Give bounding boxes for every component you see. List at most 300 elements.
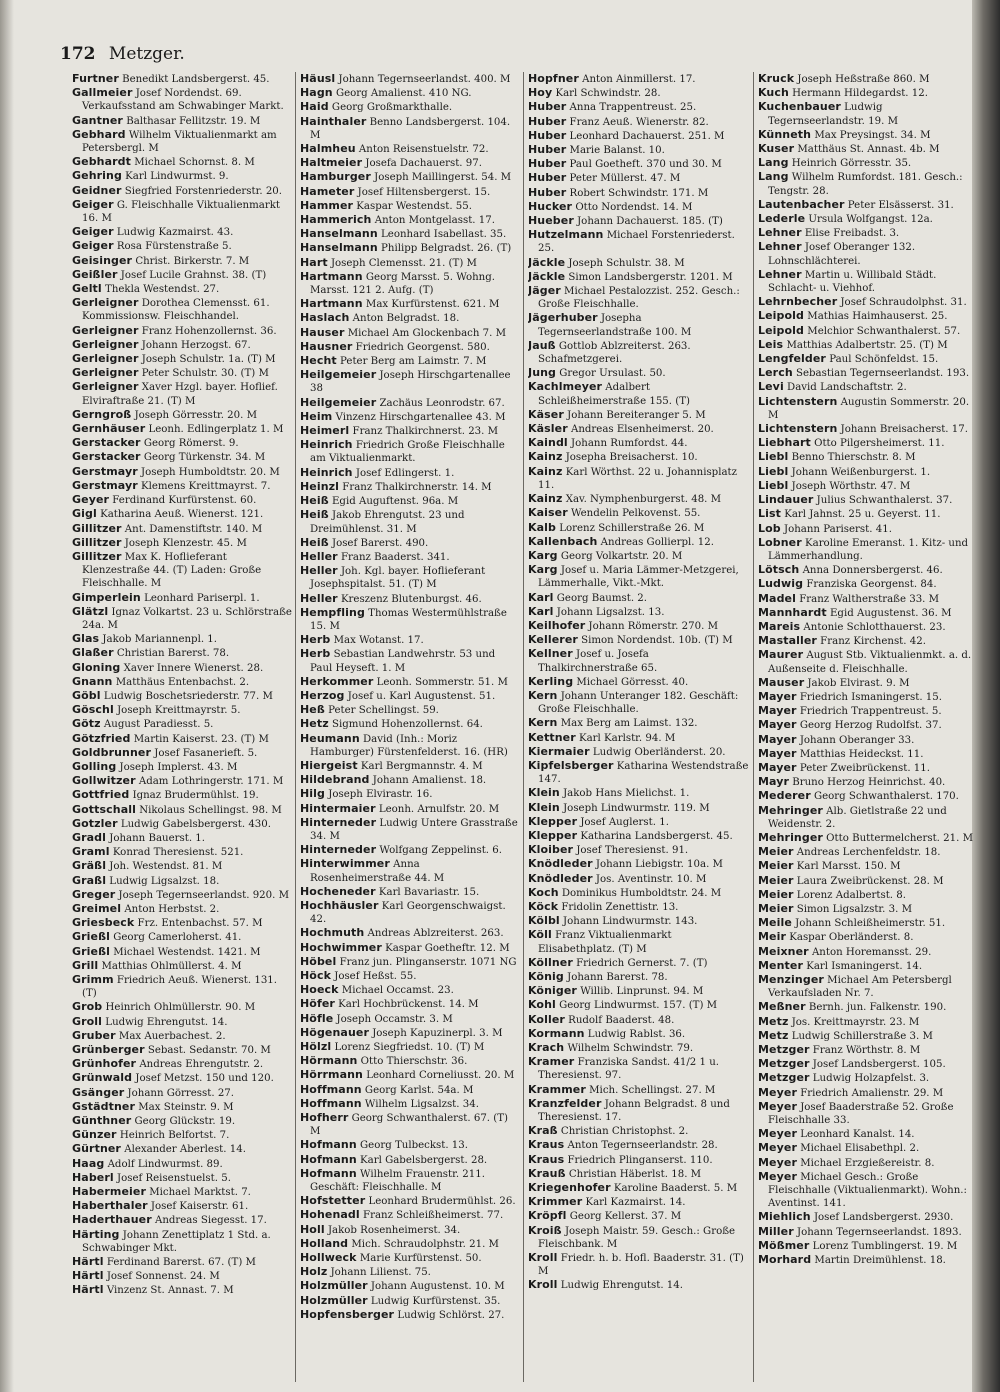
- entry-surname: Kriegenhofer: [528, 1181, 611, 1195]
- directory-entry: [72, 465, 292, 479]
- entry-details: Georg Römerst. 9.: [140, 438, 239, 450]
- directory-entry: [758, 789, 978, 803]
- entry-surname: Lederle: [758, 212, 806, 226]
- entry-surname: Liebl: [758, 478, 789, 492]
- entry-surname: Hanselmann: [300, 227, 378, 241]
- entry-details: Klemens Kreittmayrst. 7.: [137, 480, 271, 492]
- directory-entry: [300, 508, 520, 535]
- entry-surname: Huber: [528, 157, 567, 171]
- column-2: [300, 72, 520, 1382]
- entry-details: Heinrich Ohlmüllerstr. 90. M: [102, 1002, 256, 1014]
- entry-details: Johann Tegernseerlandst. 1893.: [793, 1226, 962, 1238]
- entry-surname: Göbl: [72, 688, 101, 702]
- directory-entry: [300, 354, 520, 368]
- entry-details: Ludwig Kazmairst. 43.: [113, 227, 234, 239]
- directory-entry: [300, 1111, 520, 1138]
- entry-surname: Meier: [758, 873, 794, 887]
- entry-surname: Kuch: [758, 86, 789, 100]
- directory-entry: [528, 214, 750, 228]
- entry-details: Johann Weißenburgerst. 1.: [788, 466, 931, 478]
- entry-surname: Gräßl: [72, 859, 107, 873]
- entry-surname: Metzger: [758, 1043, 810, 1057]
- entry-details: Heinrich Belfortst. 7.: [116, 1130, 230, 1142]
- entry-details: Johann Görresst. 27.: [124, 1087, 235, 1099]
- entry-details: Siegfried Forstenriederstr. 20.: [121, 185, 283, 197]
- entry-details: Friedrich Plinganserst. 110.: [564, 1154, 713, 1166]
- column-3: [528, 72, 750, 1382]
- directory-entry: [300, 536, 520, 550]
- entry-surname: Heller: [300, 564, 338, 578]
- directory-entry: [300, 675, 520, 689]
- directory-entry: [758, 577, 978, 591]
- entry-surname: Kaindl: [528, 436, 568, 450]
- directory-entry: [528, 1027, 750, 1041]
- entry-details: Sebast. Sedanstr. 70. M: [144, 1045, 271, 1057]
- directory-entry: [300, 647, 520, 674]
- directory-entry: [300, 1265, 520, 1279]
- entry-details: Josef Barerst. 490.: [328, 537, 429, 549]
- entry-surname: Huber: [528, 114, 567, 128]
- directory-entry: [72, 1185, 292, 1199]
- entry-surname: Gollwitzer: [72, 774, 136, 788]
- directory-entry: [528, 984, 750, 998]
- entry-details: Joseph Tegernseerlandst. 920. M: [115, 889, 290, 901]
- entry-surname: Graßl: [72, 873, 107, 887]
- entry-details: Johann Belgradst. 8 und Theresienst. 17.: [538, 1098, 730, 1124]
- entry-details: Matthias Ohlmüllerst. 4. M: [98, 960, 242, 972]
- entry-details: Friedrich Georgenst. 580.: [352, 341, 490, 353]
- entry-surname: Metz: [758, 1014, 789, 1028]
- entry-details: Joseph Schulstr. 38. M: [565, 257, 685, 269]
- entry-details: Franz Baaderst. 341.: [337, 551, 450, 563]
- entry-surname: Jägerhuber: [528, 311, 598, 325]
- entry-surname: Jauß: [528, 338, 556, 352]
- directory-entry: [758, 620, 978, 634]
- entry-details: Ludwig Gabelsbergerst. 430.: [117, 818, 272, 830]
- directory-entry: [72, 874, 292, 888]
- entry-surname: Högenauer: [300, 1025, 369, 1039]
- entry-details: Friedrich Große Fleischhalle am Viktualienmarkt.: [310, 440, 505, 465]
- entry-details: Franz Aeuß. Wienerstr. 82.: [566, 116, 709, 128]
- directory-entry: [72, 1128, 292, 1142]
- entry-details: Joseph Hirschgartenallee 38: [310, 370, 511, 395]
- entry-details: Adam Lothringerstr. 171. M: [135, 776, 284, 788]
- directory-entry: [300, 227, 520, 241]
- entry-details: Joseph Heßstraße 860. M: [794, 74, 930, 85]
- entry-surname: Günzer: [72, 1128, 117, 1142]
- directory-entry: [758, 1100, 978, 1127]
- entry-surname: Holzmüller: [300, 1293, 368, 1307]
- entry-surname: Grünberger: [72, 1043, 145, 1057]
- directory-entry: [72, 324, 292, 338]
- directory-entry: [300, 368, 520, 395]
- directory-entry: [72, 845, 292, 859]
- entry-details: Ludwig Holzapfelst. 3.: [809, 1073, 930, 1085]
- entry-details: Michael Pestalozzist. 252. Gesch.: Große Fleischhalle.: [538, 286, 740, 311]
- entry-details: Marie Kurfürstenst. 50.: [356, 1253, 482, 1265]
- entry-surname: Meyer: [758, 1099, 797, 1113]
- entry-details: Karl Lindwurmst. 9.: [121, 171, 229, 183]
- entry-details: Joseph Schulstr. 1a. (T) M: [138, 354, 276, 366]
- entry-details: Jos. Kreittmayrstr. 23. M: [788, 1016, 920, 1028]
- entry-details: Josef u. Josefa Thalkirchnerstraße 65.: [538, 649, 658, 674]
- directory-entry: [300, 185, 520, 199]
- directory-entry: [528, 857, 750, 871]
- directory-entry: [528, 1097, 750, 1124]
- directory-entry: [758, 479, 978, 493]
- entry-surname: König: [528, 970, 564, 983]
- entry-surname: Geisinger: [72, 253, 133, 267]
- entry-surname: Geiger: [72, 197, 114, 211]
- directory-entry: [528, 115, 750, 129]
- directory-entry: [758, 1127, 978, 1141]
- entry-surname: Krimmer: [528, 1195, 583, 1209]
- entry-surname: Krauß: [528, 1166, 566, 1180]
- entry-details: Leonhard Pariserpl. 1.: [140, 592, 260, 604]
- entry-surname: Meßner: [758, 1000, 806, 1014]
- directory-entry: [528, 1013, 750, 1027]
- directory-entry: [72, 1199, 292, 1213]
- entry-details: Karl Georgenschwaigst. 42.: [310, 900, 506, 926]
- directory-entry: [72, 689, 292, 703]
- directory-entry: [300, 1012, 520, 1026]
- directory-entry: [528, 563, 750, 590]
- entry-details: Joseph Elvirastr. 16.: [325, 789, 433, 801]
- directory-entry: [758, 380, 978, 394]
- entry-details: Max Auerbachest. 2.: [115, 1030, 226, 1042]
- directory-entry: [72, 479, 292, 493]
- entry-details: Dorothea Clemensst. 61. Kommissionsw. Fleischhandel.: [82, 298, 270, 323]
- directory-entry: [528, 1167, 750, 1181]
- directory-entry: [300, 969, 520, 983]
- entry-surname: Meier: [758, 845, 794, 859]
- entry-surname: Gerleigner: [72, 323, 139, 337]
- entry-surname: Kraus: [528, 1152, 565, 1166]
- entry-surname: Hopfensberger: [300, 1307, 395, 1321]
- directory-entry: [758, 86, 978, 100]
- page-header: [60, 44, 960, 68]
- entry-details: Laura Zweibrückenst. 28. M: [793, 875, 944, 887]
- entry-details: Karoline Baaderst. 5. M: [610, 1183, 738, 1195]
- directory-entry: [300, 480, 520, 494]
- directory-entry: [758, 352, 978, 366]
- entry-surname: Hildebrand: [300, 773, 370, 787]
- directory-entry: [758, 1071, 978, 1085]
- directory-entry: [528, 619, 750, 633]
- entry-surname: Härting: [72, 1227, 120, 1241]
- entry-details: Josef Fasanerieft. 5.: [151, 747, 258, 759]
- entry-details: Johann Bauerst. 1.: [106, 832, 206, 844]
- entry-surname: Huber: [528, 128, 567, 142]
- entry-details: Josefa Dachauerst. 97.: [362, 158, 482, 170]
- directory-entry: [72, 1213, 292, 1227]
- entry-surname: Krammer: [528, 1082, 586, 1096]
- entry-details: Max Berg am Laimst. 132.: [557, 718, 698, 730]
- entry-surname: Gradl: [72, 830, 107, 844]
- entry-details: Josef Metzst. 150 und 120.: [132, 1073, 274, 1085]
- entry-details: Adalbert Schleißheimerstraße 155. (T): [538, 382, 691, 407]
- entry-surname: Karl: [528, 590, 554, 604]
- entry-surname: Hetz: [300, 717, 329, 731]
- entry-details: Matthäus Entenbachst. 2.: [112, 676, 250, 688]
- entry-surname: Klepper: [528, 814, 578, 828]
- entry-details: Wilhelm Schwindstr. 79.: [564, 1043, 694, 1055]
- directory-entry: [72, 703, 292, 717]
- entry-surname: Kaiser: [528, 506, 568, 520]
- entry-surname: Glaßer: [72, 646, 114, 660]
- directory-entry: [300, 213, 520, 227]
- entry-details: Johann Oberanger 33.: [796, 734, 915, 746]
- entry-details: Jakob Rosenheimerst. 34.: [324, 1224, 461, 1236]
- entry-details: Georg Kellerst. 37. M: [566, 1211, 682, 1223]
- entry-surname: Grießl: [72, 944, 110, 958]
- entry-surname: Mößmer: [758, 1238, 810, 1252]
- entry-surname: Leipold: [758, 323, 805, 337]
- entry-surname: Hecht: [300, 354, 337, 368]
- directory-entry: [72, 646, 292, 660]
- directory-entry: [758, 324, 978, 338]
- directory-entry: [528, 270, 750, 284]
- entry-surname: Gantner: [72, 113, 123, 127]
- entry-details: Joseph Görresstr. 20. M: [131, 409, 258, 421]
- entry-details: Otto Buttermelcherst. 21. M: [822, 832, 974, 844]
- directory-entry: [758, 1253, 978, 1267]
- entry-details: Josef u. Maria Lämmer-Metzgerei, Lämmerhalle, Vikt.-Mkt.: [538, 565, 739, 590]
- entry-surname: Härtl: [72, 1255, 104, 1269]
- directory-entry: [300, 86, 520, 100]
- entry-surname: Lang: [758, 156, 789, 170]
- entry-details: Jakob Elvirast. 9. M: [804, 677, 910, 689]
- directory-entry: [758, 1225, 978, 1239]
- entry-details: Johann Dachauerst. 185. (T): [573, 216, 723, 228]
- entry-details: Dominikus Humboldtstr. 24. M: [558, 887, 722, 899]
- entry-surname: Metz: [758, 1028, 789, 1042]
- entry-details: Johann Schleißheimerstr. 51.: [791, 918, 946, 930]
- entry-surname: Gerleigner: [72, 296, 139, 310]
- entry-surname: Heiß: [300, 494, 329, 508]
- directory-columns: [72, 72, 980, 1382]
- directory-entry: [72, 493, 292, 507]
- entry-details: Kaspar Oberländerst. 8.: [786, 932, 914, 944]
- entry-details: Georg Amalienst. 410 NG.: [332, 88, 472, 100]
- directory-entry: [72, 760, 292, 774]
- entry-details: Anton Horemansst. 29.: [808, 946, 932, 958]
- directory-entry: [72, 1000, 292, 1014]
- entry-details: Michael Forstenriederst. 25.: [538, 230, 735, 255]
- entry-details: Karl Hochbrückenst. 14. M: [334, 999, 479, 1011]
- entry-surname: Kainz: [528, 450, 563, 464]
- directory-entry: [300, 396, 520, 410]
- entry-surname: Mayer: [758, 689, 797, 703]
- directory-entry: [72, 1086, 292, 1100]
- entry-details: Egid Augustenst. 36. M: [826, 607, 952, 619]
- entry-surname: Menzinger: [758, 973, 824, 986]
- entry-surname: Heumann: [300, 731, 360, 745]
- directory-entry: [300, 311, 520, 325]
- column-divider: [295, 72, 296, 1382]
- entry-surname: Hochwimmer: [300, 940, 382, 954]
- entry-details: Elise Freibadst. 3.: [801, 228, 900, 240]
- entry-details: Michael Westendst. 1421. M: [109, 946, 261, 958]
- entry-details: Jakob Ehrengutst. 23 und Dreimühlenst. 31. M: [310, 510, 465, 535]
- entry-details: Johann Augustenst. 10. M: [367, 1281, 505, 1293]
- entry-details: Karl Bergmannstr. 4. M: [357, 760, 483, 772]
- entry-surname: Haslach: [300, 311, 350, 325]
- entry-surname: Goldbrunner: [72, 745, 152, 759]
- entry-details: Josepha Tegernseerlandstraße 100. M: [538, 313, 692, 338]
- directory-entry: [72, 507, 292, 521]
- entry-details: Willib. Linprunst. 94. M: [576, 986, 704, 998]
- entry-details: Ludwig Oberländerst. 20.: [589, 746, 726, 758]
- entry-surname: Hofstetter: [300, 1194, 366, 1208]
- entry-details: Joseph Wörthstr. 47. M: [788, 480, 911, 492]
- directory-entry: [300, 1308, 520, 1322]
- entry-details: Christian Barerst. 78.: [113, 648, 230, 660]
- directory-entry: [758, 831, 978, 845]
- entry-surname: Hofmann: [300, 1138, 357, 1152]
- entry-details: Peter Berg am Laimstr. 7. M: [336, 356, 487, 368]
- entry-details: Josef Landsbergerst. 2930.: [810, 1212, 954, 1224]
- entry-details: Sebastian Tegernseerlandst. 193.: [792, 368, 970, 380]
- entry-surname: Hainthaler: [300, 114, 367, 128]
- directory-entry: [72, 1029, 292, 1043]
- entry-details: Franz Kirchenst. 42.: [816, 636, 926, 648]
- entry-details: Josef Theresienst. 91.: [573, 845, 689, 857]
- entry-surname: Lichtenstern: [758, 394, 838, 408]
- directory-entry: [300, 1054, 520, 1068]
- entry-details: Frz. Entenbachst. 57. M: [134, 918, 263, 930]
- entry-details: Franz Wörthstr. 8. M: [809, 1045, 921, 1057]
- entry-details: August Paradiesst. 5.: [100, 719, 214, 731]
- entry-details: Peter Elsässerst. 31.: [844, 199, 954, 211]
- directory-entry: [72, 254, 292, 268]
- directory-entry: [528, 647, 750, 674]
- entry-details: Ludwig Tegernseerlandstr. 19. M: [768, 102, 899, 127]
- entry-surname: Hoy: [528, 86, 553, 100]
- entry-surname: Kramer: [528, 1055, 575, 1069]
- directory-entry: [72, 225, 292, 239]
- entry-details: Mathias Haimhauserst. 25.: [804, 311, 948, 323]
- entry-surname: Kroll: [528, 1278, 558, 1292]
- entry-details: Johann Barerst. 78.: [563, 972, 668, 983]
- directory-entry: [758, 395, 978, 422]
- directory-entry: [758, 226, 978, 240]
- entry-surname: Lehner: [758, 240, 802, 254]
- entry-surname: Hammerich: [300, 213, 372, 227]
- entry-details: Thekla Westendst. 27.: [101, 284, 220, 296]
- directory-entry: [72, 366, 292, 380]
- entry-surname: Häusl: [300, 72, 336, 85]
- entry-details: Paul Schönfeldst. 15.: [825, 354, 939, 366]
- directory-entry: [300, 787, 520, 801]
- entry-surname: Mayer: [758, 732, 797, 746]
- entry-surname: Klein: [528, 786, 560, 800]
- entry-details: Otto Thierschstr. 36.: [357, 1056, 468, 1068]
- page-number: 172: [60, 44, 96, 64]
- directory-entry: [528, 998, 750, 1012]
- entry-details: Joseph Clemensst. 21. (T) M: [327, 257, 477, 269]
- directory-entry: [528, 956, 750, 970]
- directory-entry: [300, 717, 520, 731]
- entry-details: Simon Landsbergerstr. 1201. M: [565, 271, 733, 283]
- entry-details: Vinzenz St. Annast. 7. M: [103, 1285, 234, 1297]
- entry-surname: Gerstacker: [72, 450, 141, 464]
- entry-details: Hermann Hildegardst. 12.: [788, 88, 928, 100]
- directory-entry: [528, 311, 750, 338]
- directory-entry: [300, 564, 520, 591]
- directory-entry: [528, 1153, 750, 1167]
- column-1: [72, 72, 292, 1382]
- directory-entry: [72, 128, 292, 155]
- directory-entry: [528, 843, 750, 857]
- directory-entry: [758, 142, 978, 156]
- entry-surname: Heilgemeier: [300, 368, 377, 382]
- entry-surname: Kormann: [528, 1026, 585, 1040]
- entry-details: Joseph Maillingerst. 54. M: [370, 172, 512, 184]
- entry-surname: Kellner: [528, 647, 573, 661]
- entry-details: Franz Waltherstraße 33. M: [795, 593, 940, 605]
- entry-details: Ignaz Brudermühlst. 19.: [129, 790, 259, 802]
- entry-details: Georg Baumst. 2.: [553, 592, 648, 604]
- entry-details: Gregor Ursulast. 50.: [556, 368, 666, 380]
- directory-entry: [758, 198, 978, 212]
- entry-surname: Hagn: [300, 86, 333, 100]
- entry-surname: Meier: [758, 859, 794, 873]
- entry-surname: Mannhardt: [758, 605, 827, 619]
- directory-entry: [300, 926, 520, 940]
- directory-entry: [758, 212, 978, 226]
- entry-surname: Kraus: [528, 1138, 565, 1152]
- directory-entry: [758, 156, 978, 170]
- entry-surname: Köck: [528, 899, 559, 913]
- directory-entry: [300, 156, 520, 170]
- entry-details: Robert Schwindstr. 171. M: [566, 187, 709, 199]
- directory-entry: [72, 973, 292, 1000]
- entry-details: Ludwig Boschetsriederstr. 77. M: [100, 690, 273, 702]
- entry-surname: Metzger: [758, 1071, 810, 1085]
- entry-surname: Götzfried: [72, 731, 131, 745]
- directory-entry: [72, 450, 292, 464]
- entry-surname: Leis: [758, 337, 784, 351]
- entry-surname: Mehringer: [758, 830, 823, 844]
- directory-entry: [300, 340, 520, 354]
- entry-details: Franz Viktualienmarkt Elisabethplatz. (T) M: [538, 930, 672, 955]
- page-title: Metzger.: [108, 44, 185, 64]
- directory-entry: [758, 1029, 978, 1043]
- directory-entry: [528, 436, 750, 450]
- entry-details: Joseph Klenzestr. 45. M: [121, 537, 247, 549]
- entry-details: Josef Nordendst. 69. Verkaufsstand am Schwabinger Markt.: [82, 88, 284, 113]
- entry-details: Friedrich Ismaningerst. 15.: [796, 691, 942, 703]
- entry-surname: Karg: [528, 548, 558, 562]
- directory-entry: [528, 492, 750, 506]
- directory-entry: [758, 422, 978, 436]
- entry-surname: Hochhäusler: [300, 898, 379, 912]
- entry-surname: Karl: [528, 604, 554, 618]
- directory-entry: [528, 171, 750, 185]
- directory-entry: [300, 297, 520, 311]
- directory-entry: [300, 997, 520, 1011]
- entry-details: Anton Reisenstuelstr. 72.: [355, 144, 489, 156]
- entry-details: Leonhard Dachauerst. 251. M: [566, 130, 725, 142]
- entry-surname: Gehring: [72, 169, 122, 183]
- directory-entry: [72, 422, 292, 436]
- directory-entry: [72, 717, 292, 731]
- entry-surname: Höbel: [300, 954, 337, 968]
- entry-details: Sebastian Landwehrstr. 53 und Paul Heyseft. 1. M: [310, 649, 496, 674]
- entry-surname: Kloiber: [528, 843, 574, 857]
- entry-details: Balthasar Fellitzstr. 19. M: [122, 115, 261, 127]
